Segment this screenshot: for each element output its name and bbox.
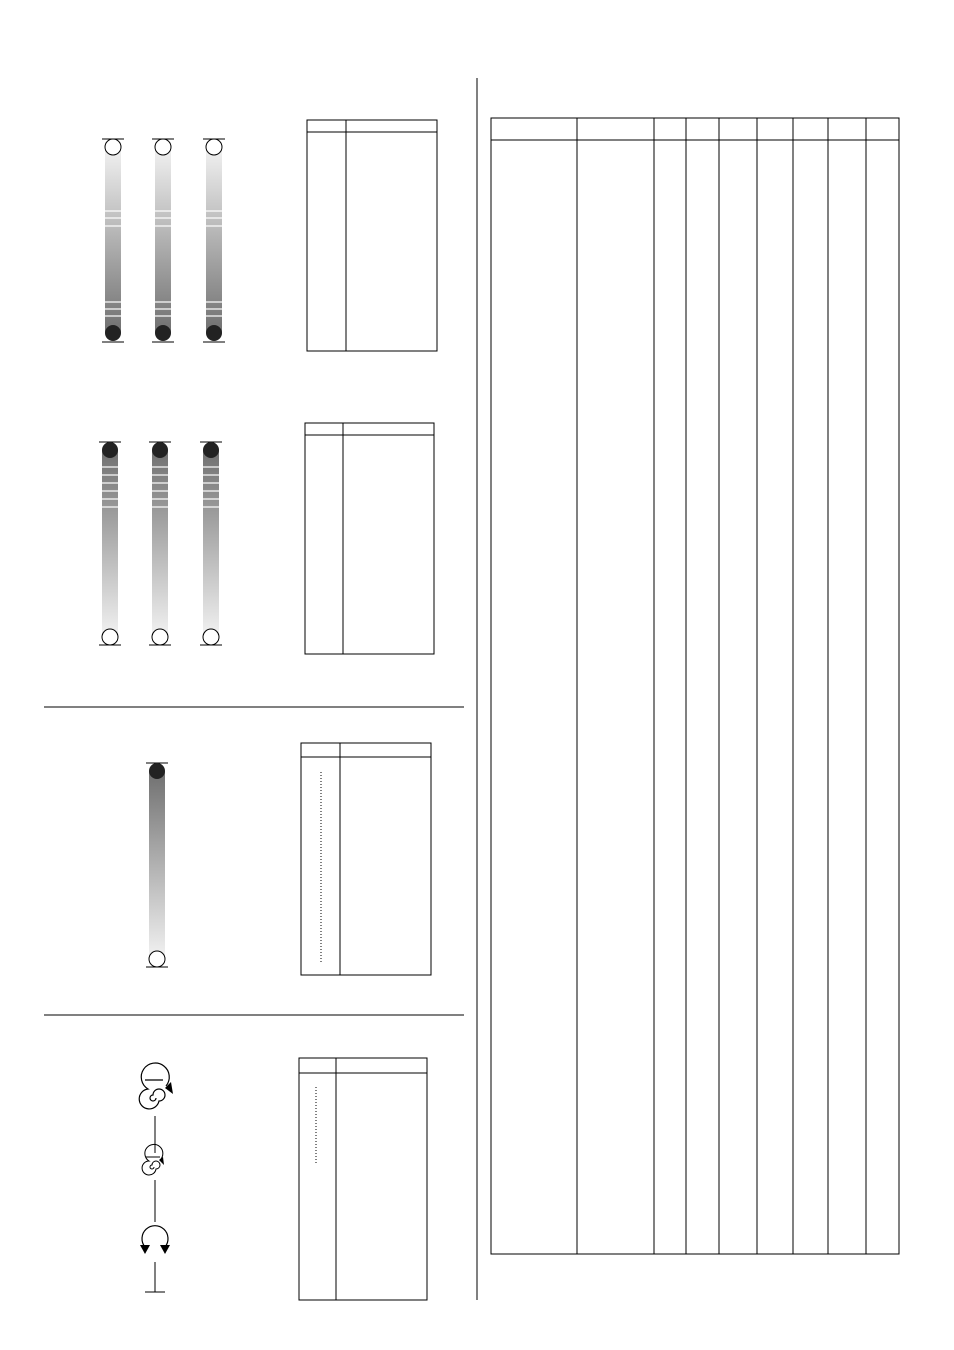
legend-table-2 [305,423,434,654]
rotation-arrows-icon [140,1226,170,1254]
rail [200,442,222,645]
rail [152,139,174,342]
rail [102,139,124,342]
filled-circle-icon [102,442,118,458]
legend-table-3 [301,743,431,975]
open-circle-icon [105,139,121,155]
section-2-rails [99,442,222,645]
filled-circle-icon [155,325,171,341]
main-table [491,118,899,1254]
spiral-arrow-icon [139,1063,173,1109]
open-circle-icon [203,629,219,645]
open-circle-icon [149,951,165,967]
section-3-rail [146,763,168,967]
section-1-rails [102,139,225,342]
legend-table-4 [299,1058,427,1300]
legend-table-1 [307,120,437,351]
open-circle-icon [206,139,222,155]
filled-circle-icon [206,325,222,341]
open-circle-icon [102,629,118,645]
filled-circle-icon [149,763,165,779]
filled-circle-icon [152,442,168,458]
spiral-arrow-icon [142,1144,164,1175]
open-circle-icon [152,629,168,645]
rail [203,139,225,342]
filled-circle-icon [203,442,219,458]
rail [99,442,121,645]
filled-circle-icon [105,325,121,341]
rail [149,442,171,645]
section-4-symbols [139,1063,173,1292]
open-circle-icon [155,139,171,155]
